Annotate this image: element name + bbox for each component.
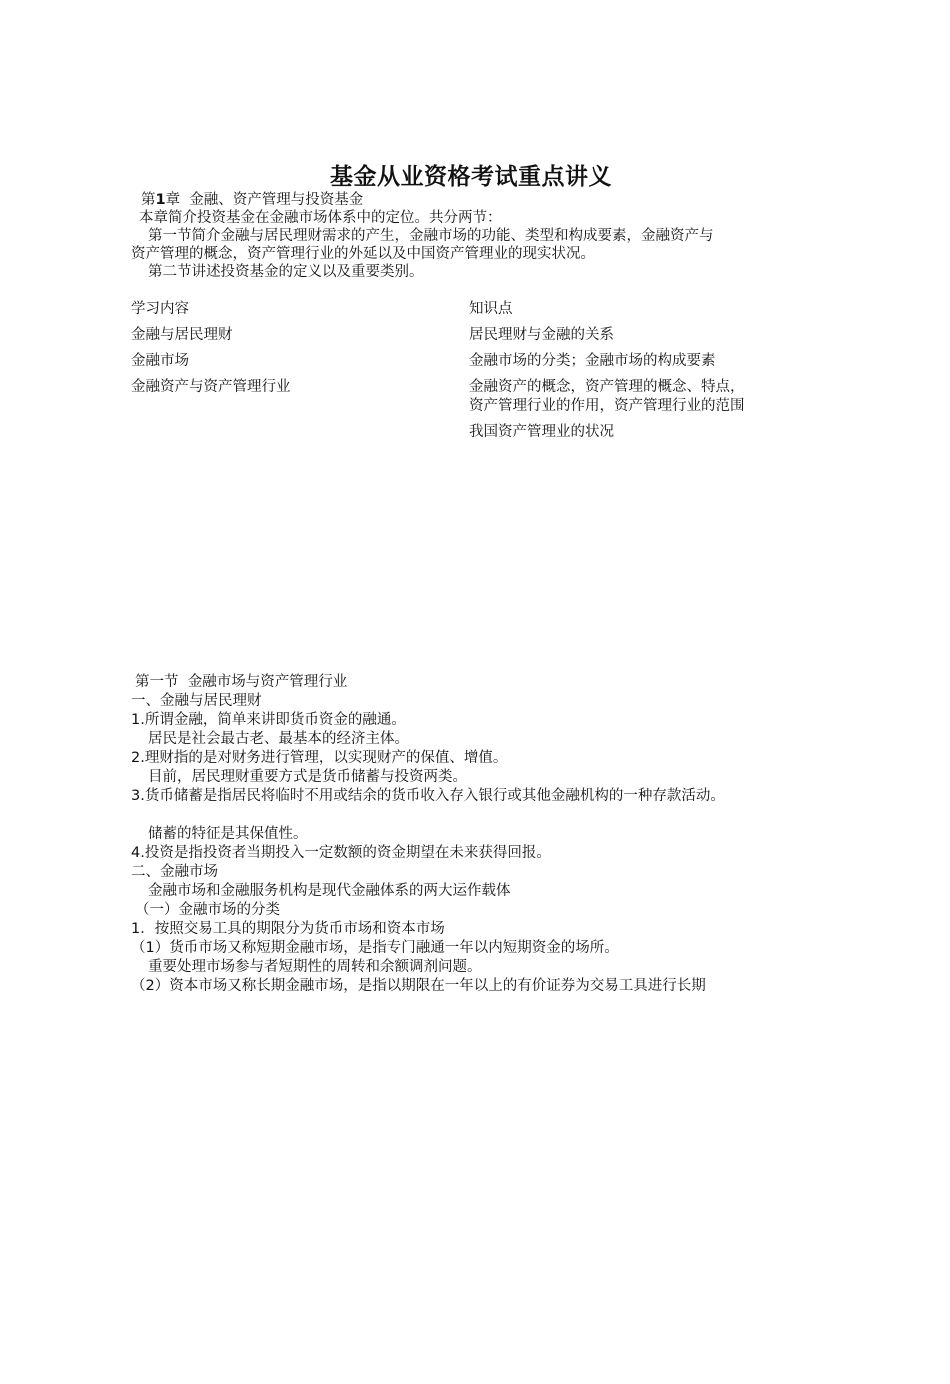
item-number: 1.	[131, 712, 145, 728]
chapter-prefix: 第	[141, 192, 156, 208]
chapter-summary: 本章简介投资基金在金融市场体系中的定位。共分两节：	[139, 210, 502, 226]
chapter-heading	[131, 191, 811, 209]
chapter-number: 1	[155, 192, 166, 208]
knowledge-point	[469, 352, 831, 371]
header-knowledge-points: 知识点	[469, 301, 513, 317]
paragraph-7b: 重要处理市场参与者短期性的周转和余额调剂问题。	[148, 959, 482, 975]
subheading-finance: 一、金融与居民理财	[131, 693, 262, 709]
paragraph-1b: 居民是社会最古老、最基本的经济主体。	[148, 731, 409, 747]
item-text: 理财指的是对财务进行管理，以实现财产的保值、增值。	[144, 750, 508, 766]
item-number: （1）	[131, 940, 170, 956]
table-row	[131, 423, 831, 442]
knowledge-point-line: 我国资产管理业的状况	[469, 424, 614, 440]
paragraph-5: 金融市场和金融服务机构是现代金融体系的两大运作载体	[148, 883, 511, 899]
section-heading: 第一节 金融市场与资产管理行业	[135, 674, 348, 690]
subheading-market: 二、金融市场	[131, 864, 218, 880]
subheading-classification: （一）金融市场的分类	[135, 902, 280, 918]
item-text: 货币市场又称短期金融市场，是指专门融通一年以内短期资金的场所。	[169, 940, 619, 956]
item-number: 2.	[131, 750, 145, 766]
chapter-intro	[131, 191, 811, 281]
study-table	[131, 300, 831, 449]
paragraph-2	[131, 749, 831, 768]
knowledge-point	[469, 378, 831, 416]
section1-description-line1: 第一节简介金融与居民理财需求的产生，金融市场的功能、类型和构成要素，金融资产与	[148, 228, 714, 244]
item-text: 资本市场又称长期金融市场，是指以期限在一年以上的有价证券为交易工具进行长期	[169, 978, 706, 994]
item-text: 所谓金融，简单来讲即货币资金的融通。	[144, 712, 406, 728]
paragraph-1	[131, 711, 831, 730]
section2-description: 第二节讲述投资基金的定义以及重要类别。	[148, 264, 424, 280]
paragraph-3b: 储蓄的特征是其保值性。	[148, 826, 308, 842]
paragraph-4	[131, 844, 831, 863]
knowledge-point-line: 资产管理行业的作用，资产管理行业的范围	[469, 398, 745, 414]
paragraph-6	[131, 920, 831, 939]
table-header-row	[131, 300, 831, 319]
knowledge-point-line: 金融资产的概念，资产管理的概念、特点，	[469, 379, 745, 395]
paragraph-7	[131, 939, 831, 958]
knowledge-point	[469, 326, 831, 345]
study-item: 金融与居民理财	[131, 327, 233, 343]
item-text: 货币储蓄是指居民将临时不用或结余的货币收入存入银行或其他金融机构的一种存款活动。	[144, 788, 725, 804]
table-row	[131, 378, 831, 416]
paragraph-2b: 目前，居民理财重要方式是货币储蓄与投资两类。	[148, 769, 467, 785]
study-item: 金融市场	[131, 353, 189, 369]
table-row	[131, 326, 831, 345]
item-number: 1	[131, 921, 141, 937]
item-number: 4.	[131, 845, 145, 861]
paragraph-3	[131, 787, 831, 806]
item-number: （2）	[131, 978, 170, 994]
header-study-content: 学习内容	[131, 301, 189, 317]
chapter-title: 章 金融、资产管理与投资基金	[165, 192, 364, 208]
table-row	[131, 352, 831, 371]
item-text: ．按照交易工具的期限分为货币市场和资本市场	[140, 921, 445, 937]
item-text: 投资是指投资者当期投入一定数额的资金期望在未来获得回报。	[144, 845, 551, 861]
knowledge-point-line: 居民理财与金融的关系	[469, 327, 614, 343]
study-item	[131, 423, 469, 442]
document-title: 基金从业资格考试重点讲义	[330, 164, 612, 190]
item-number: 3.	[131, 788, 145, 804]
paragraph-8	[131, 977, 831, 996]
knowledge-point	[469, 423, 831, 442]
study-item: 金融资产与资产管理行业	[131, 379, 291, 395]
section-body	[131, 673, 831, 996]
knowledge-point-line: 金融市场的分类；金融市场的构成要素	[469, 353, 716, 369]
section1-description-line2: 资产管理的概念，资产管理行业的外延以及中国资产管理业的现实状况。	[131, 246, 595, 262]
blank-line	[131, 806, 831, 825]
